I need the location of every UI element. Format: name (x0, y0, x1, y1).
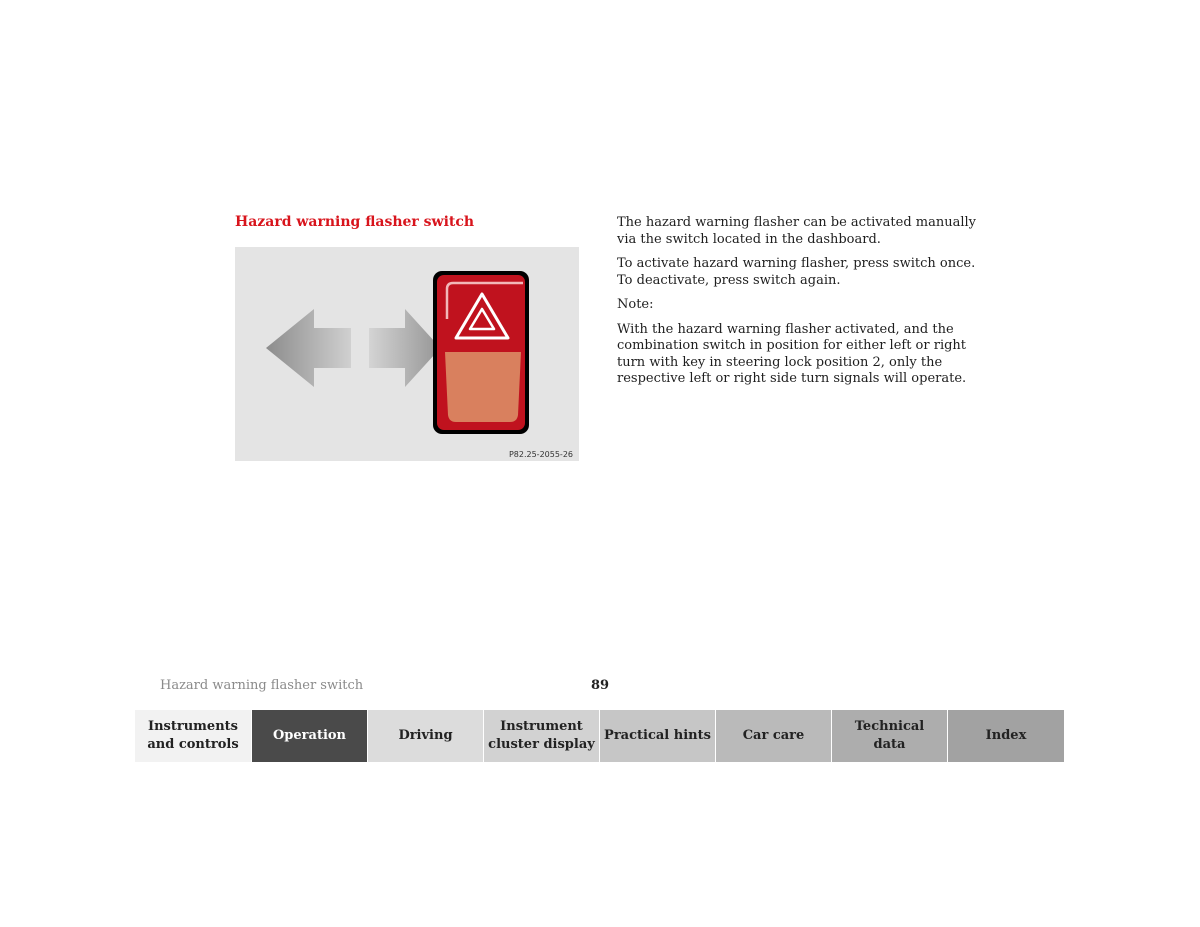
paragraph-note: With the hazard warning flasher activated, and the combination switch in position for either left or right turn with key in steering lock position 2, only the respective left or right side turn signals will operate. (617, 321, 967, 386)
page-number: 89 (591, 678, 610, 693)
paragraph-activation: The hazard warning flasher can be activated manually via the switch located in the dashboard. (617, 215, 977, 247)
section-heading: Hazard warning flasher switch (235, 214, 475, 230)
hazard-switch-figure (235, 247, 579, 461)
figure-code: P82.25-2055-26 (508, 450, 573, 459)
arrow-left-icon (266, 309, 351, 387)
paragraph-toggle: To activate hazard warning flasher, press switch once. To deactivate, press switch again. (617, 256, 976, 288)
tab-technical-data[interactable]: Technical data (832, 710, 948, 762)
tab-practical-hints[interactable]: Practical hints (600, 710, 716, 762)
hazard-switch-icon (433, 271, 529, 434)
note-label: Note: (617, 297, 654, 312)
footer-section-title: Hazard warning flasher switch (160, 678, 364, 693)
figure-illustration (235, 247, 579, 461)
tab-driving[interactable]: Driving (368, 710, 484, 762)
tab-instruments-and-controls[interactable]: Instruments and controls (135, 710, 252, 762)
tab-car-care[interactable]: Car care (716, 710, 832, 762)
chapter-tabs (135, 710, 1064, 762)
tab-instrument-cluster-display[interactable]: Instrument cluster display (484, 710, 600, 762)
arrow-right-icon (369, 309, 435, 387)
body-text (617, 215, 977, 396)
tab-index[interactable]: Index (948, 710, 1064, 762)
tab-operation[interactable]: Operation (252, 710, 368, 762)
